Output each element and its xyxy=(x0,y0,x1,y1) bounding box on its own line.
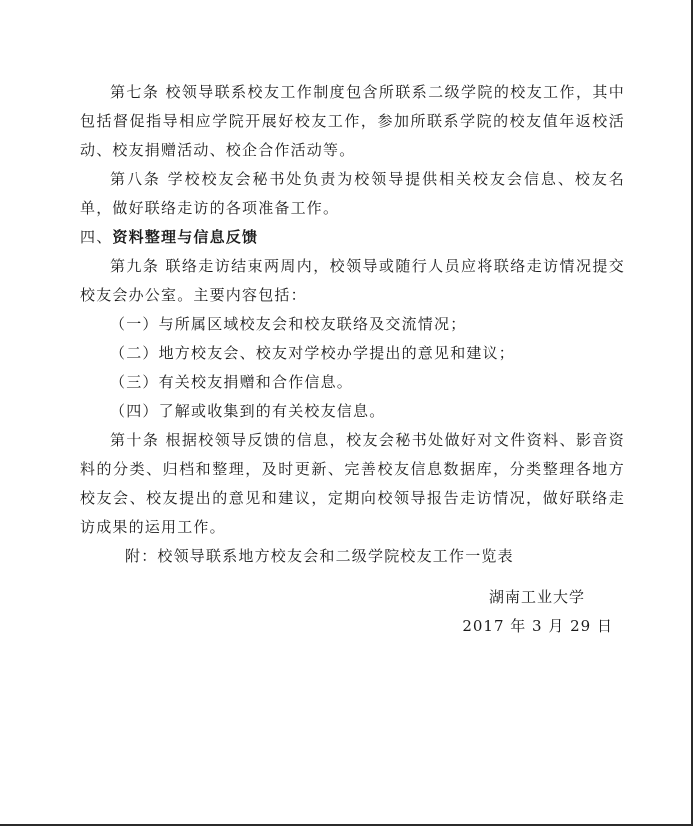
attachment-note: 附：校领导联系地方校友会和二级学院校友工作一览表 xyxy=(125,547,514,565)
section-4-title: 资料整理与信息反馈 xyxy=(112,228,259,246)
signature-organization: 湖南工业大学 xyxy=(488,588,585,606)
list-item-3: （三）有关校友捐赠和合作信息。 xyxy=(110,373,354,391)
signature-block xyxy=(462,583,613,641)
list-item-1: （一）与所属区域校友会和校友联络及交流情况； xyxy=(110,315,467,333)
document-body xyxy=(80,78,625,571)
list-item-2: （二）地方校友会、校友对学校办学提出的意见和建议； xyxy=(110,344,516,362)
list-item-4: （四）了解或收集到的有关校友信息。 xyxy=(110,402,386,420)
article-9: 第九条 联络走访结束两周内，校领导或随行人员应将联络走访情况提交校友会办公室。主要内容包括： xyxy=(80,257,625,304)
signature-date: 2017 年 3 月 29 日 xyxy=(462,617,613,635)
article-8: 第八条 学校校友会秘书处负责为校领导提供相关校友会信息、校友名单，做好联络走访的各项准备工作。 xyxy=(80,170,625,217)
article-7: 第七条 校领导联系校友工作制度包含所联系二级学院的校友工作，其中包括督促指导相应学院开展好校友工作，参加所联系学院的校友值年返校活动、校友捐赠活动、校企合作活动等。 xyxy=(80,83,625,159)
article-10: 第十条 根据校领导反馈的信息，校友会秘书处做好对文件资料、影音资料的分类、归档和整理，及时更新、完善校友信息数据库，分类整理各地方校友会、校友提出的意见和建议，定期向校领导报告走访情况，做好联络走访成果的运用工作。 xyxy=(80,431,625,536)
section-4-number: 四、 xyxy=(80,228,113,246)
section-4-heading xyxy=(80,223,625,252)
